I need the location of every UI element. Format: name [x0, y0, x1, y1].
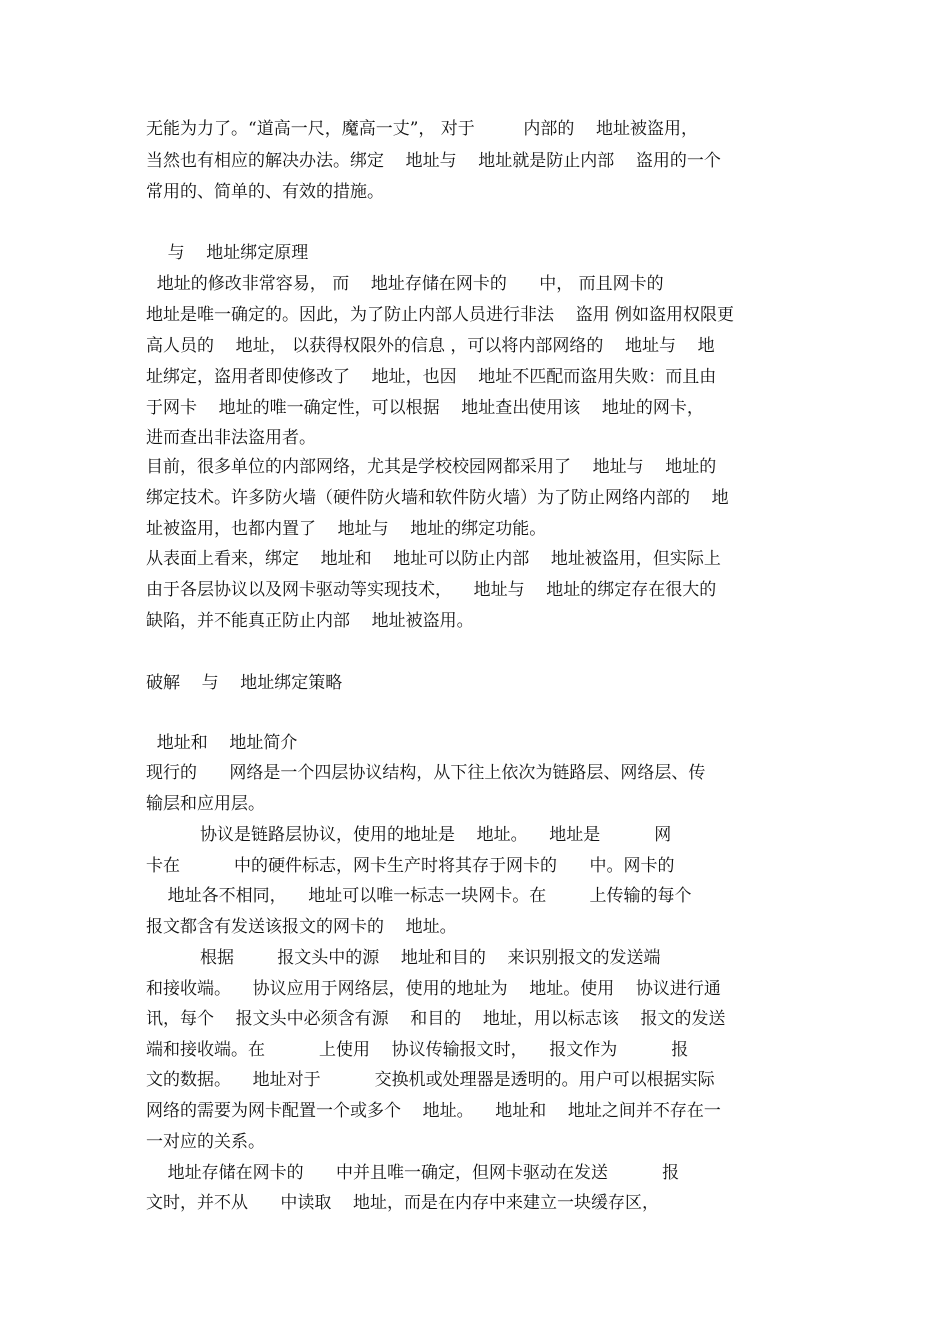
text-line: 址被盗用，也都内置了 地址与 地址的绑定功能。 [146, 519, 547, 539]
text-line: 于网卡 地址的唯一确定性，可以根据 地址查出使用该 地址的网卡， [146, 398, 704, 418]
text-line: 缺陷，并不能真正防止内部 地址被盗用。 [146, 611, 474, 631]
text-line: 无能为力了。“道高一尺，魔高一丈”， 对于 内部的 地址被盗用， [146, 119, 699, 139]
text-line: 根据 报文头中的源 地址和目的 来识别报文的发送端 [146, 948, 661, 968]
text-line: 现行的 网络是一个四层协议结构，从下往上依次为链路层、网络层、传 [146, 763, 706, 783]
text-line: 地址各不相同， 地址可以唯一标志一块网卡。在 上传输的每个 [146, 886, 692, 906]
text-line: 端和接收端。在 上使用 协议传输报文时， 报文作为 报 [146, 1040, 689, 1060]
text-line: 从表面上看来，绑定 地址和 地址可以防止内部 地址被盗用，但实际上 [146, 549, 721, 569]
text-line: 一对应的关系。 [146, 1132, 265, 1152]
section-heading: 与 地址绑定原理 [146, 243, 309, 263]
text-line: 地址是唯一确定的。因此，为了防止内部人员进行非法 盗用 例如盗用权限更 [146, 305, 735, 325]
text-line: 和接收端。 协议应用于网络层，使用的地址为 地址。使用 协议进行通 [146, 979, 721, 999]
text-line: 由于各层协议以及网卡驱动等实现技术， 地址与 地址的绑定存在很大的 [146, 580, 717, 600]
text-line: 址绑定，盗用者即使修改了 地址，也因 地址不匹配而盗用失败：而且由 [146, 367, 717, 387]
text-line: 常用的、简单的、有效的措施。 [146, 182, 384, 202]
text-line: 报文都含有发送该报文的网卡的 地址。 [146, 917, 457, 937]
text-line: 高人员的 地址， 以获得权限外的信息 ，可以将内部网络的 地址与 地 [146, 336, 715, 356]
section-heading: 破解 与 地址绑定策略 [146, 673, 343, 693]
text-line: 文时，并不从 中读取 地址，而是在内存中来建立一块缓存区， [146, 1193, 660, 1213]
text-line: 输层和应用层。 [146, 794, 265, 814]
text-line: 地址存储在网卡的 中并且唯一确定，但网卡驱动在发送 报 [146, 1163, 680, 1183]
text-line: 地址的修改非常容易， 而 地址存储在网卡的 中， 而且网卡的 [146, 274, 664, 294]
text-line: 目前，很多单位的内部网络，尤其是学校校园网都采用了 地址与 地址的 [146, 457, 717, 477]
text-line: 卡在 中的硬件标志，网卡生产时将其存于网卡的 中。网卡的 [146, 856, 675, 876]
text-line: 讯，每个 报文头中必须含有源 和目的 地址，用以标志该 报文的发送 [146, 1009, 726, 1029]
text-line: 文的数据。 地址对于 交换机或处理器是透明的。用户可以根据实际 [146, 1070, 715, 1090]
text-line: 网络的需要为网卡配置一个或多个 地址。 地址和 地址之间并不存在一 [146, 1101, 721, 1121]
text-line: 绑定技术。许多防火墙（硬件防火墙和软件防火墙）为了防止网络内部的 地 [146, 488, 729, 508]
text-line: 进而查出非法盗用者。 [146, 428, 316, 448]
text-line: 当然也有相应的解决办法。绑定 地址与 地址就是防止内部 盗用的一个 [146, 151, 721, 171]
text-line: 协议是链路层协议，使用的地址是 地址。 地址是 网 [146, 825, 672, 845]
section-heading: 地址和 地址简介 [146, 733, 298, 753]
